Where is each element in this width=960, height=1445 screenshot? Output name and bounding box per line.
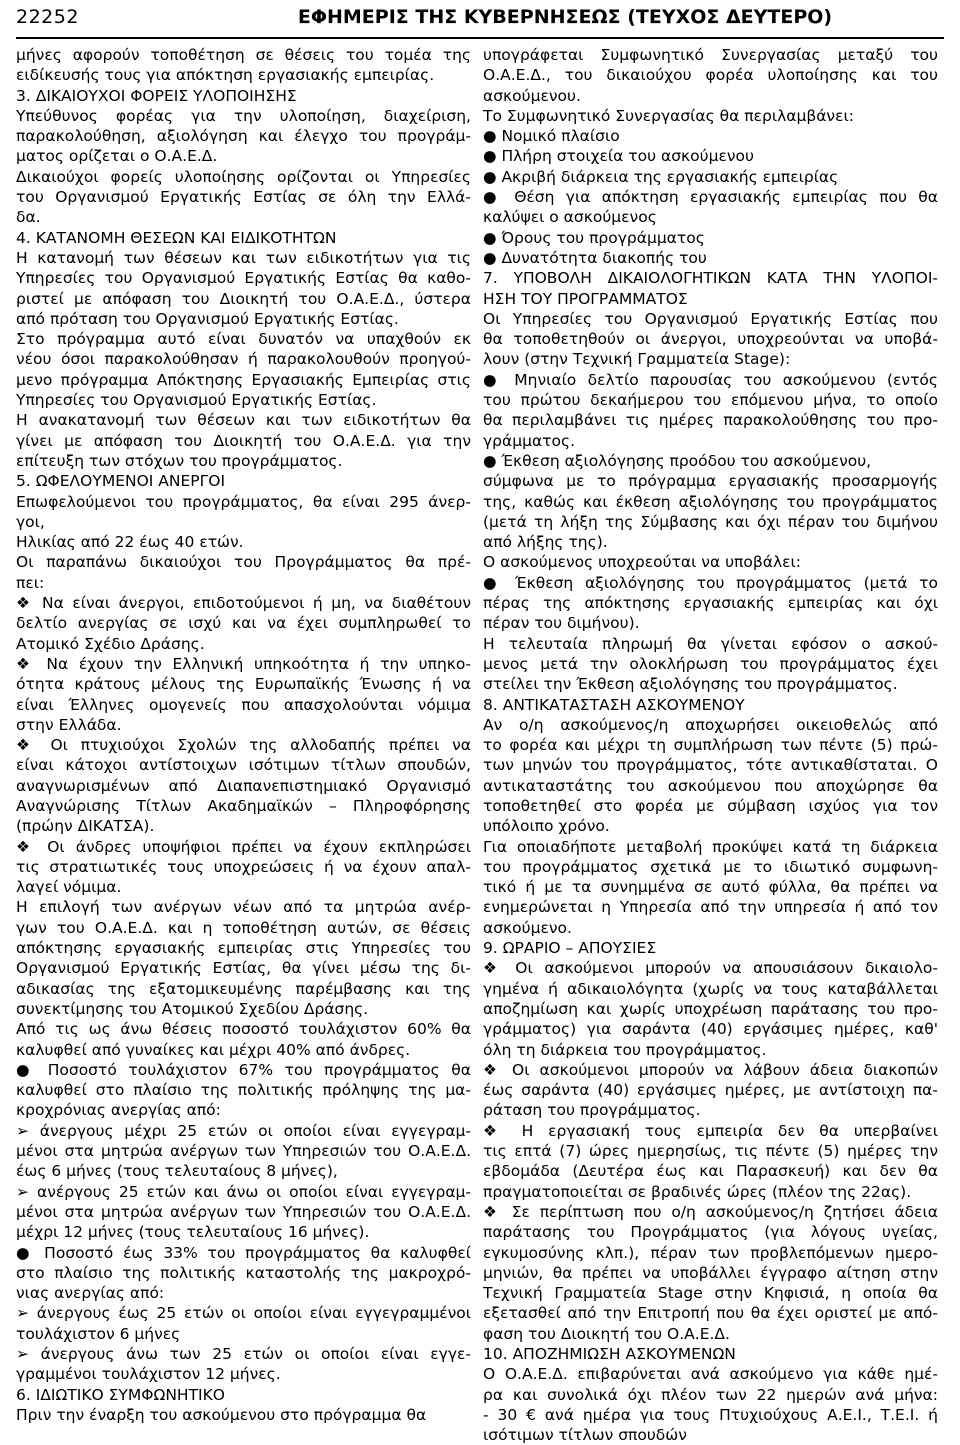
text-line: αποζημίωση και χωρίς υποχρέωση παράτασης του προ-	[483, 999, 938, 1018]
text-line: ❖ Να είναι άνεργοι, επιδοτούμενοι ή μη, να διαθέτουν	[16, 594, 471, 613]
text-line: γράμματος) για σαράντα (40) εργάσιμες ημέρες, καθ'	[483, 1020, 938, 1039]
text-line: πέραν του διμήνου).	[483, 614, 640, 633]
text-line: μένοι στα μητρώα ανέργων των Υπηρεσιών του Ο.Α.Ε.Δ.	[16, 1202, 471, 1221]
text-line: τικό ή με τα συνημμένα σε αυτό φύλλα, θα πρέπει να	[483, 878, 938, 897]
text-line: αδικασίας της εξατομικευμένης παρέμβασης και της	[16, 979, 471, 998]
text-line: Ο Ο.Α.Ε.Δ. επιβαρύνεται ανά ασκούμενο για κάθε ημέ-	[483, 1365, 938, 1384]
text-line: ισότιμων τίτλων σπουδών	[483, 1426, 687, 1445]
text-line: Ο ασκούμενος υποχρεούται να υποβάλει:	[483, 553, 801, 572]
text-line: εβδομάδα (Δευτέρα έως και Παρασκευή) και δεν θα	[483, 1162, 938, 1181]
text-line: 6. ΙΔΙΩΤΙΚΟ ΣΥΜΦΩΝΗΤΙΚΟ	[16, 1385, 225, 1404]
text-line: ➢ άνεργους μέχρι 25 ετών οι οποίοι είναι εγγεγραμ-	[16, 1121, 471, 1140]
text-line: συνεκτίμησης του Ατομικού Σχεδίου Δράσης.	[16, 999, 369, 1018]
page-number: 22252	[16, 6, 79, 28]
text-line: τις στρατιωτικές τους υποχρεώσεις ή να έχουν απαλ-	[16, 857, 471, 876]
gazette-title: ΕΦΗΜΕΡΙΣ ΤΗΣ ΚΥΒΕΡΝΗΣΕΩΣ (ΤΕΥΧΟΣ ΔΕΥΤΕΡΟ)	[297, 6, 833, 28]
page-header	[16, 0, 944, 38]
text-line: της, καθώς και έκθεση αξιολόγησης του προγράμματος	[483, 492, 938, 511]
text-line: ● Θέση για απόκτηση εργασιακής εμπειρίας που θα	[483, 188, 938, 207]
text-line: μένοι στα μητρώα ανέργων των Υπηρεσιών του Ο.Α.Ε.Δ.	[16, 1142, 471, 1161]
text-line: υπόλοιπο χρόνο.	[483, 817, 610, 836]
text-line: θα τοποθετηθούν οι άνεργοι, υποχρεούνται να υποβά-	[483, 330, 938, 349]
text-line: Αν ο/η ασκούμενος/η αποχωρήσει οικειοθελώς από	[483, 715, 938, 734]
text-line: ❖ Οι άνδρες υποψήφιοι πρέπει να έχουν εκπληρώσει	[16, 837, 471, 856]
text-line: Η τελευταία πληρωμή θα γίνεται εφόσον ο ασκού-	[483, 634, 938, 653]
text-line: αναγνωρισμένων από Διαπανεπιστημιακό Οργανισμό	[16, 776, 471, 795]
text-line: μενος μετά την ολοκλήρωση του προγράμματος έχει	[483, 654, 938, 673]
text-line: παράτασης του Προγράμματος (για λόγους υγείας,	[483, 1223, 938, 1242]
text-line: ριστεί με απόφαση του Διοικητή του Ο.Α.Ε.Δ., ύστερα	[16, 289, 471, 308]
left-column	[16, 45, 471, 1425]
text-line: (μετά τη λήξη της Σύμβασης και όχι πέραν του διμήνου	[483, 512, 938, 531]
text-line: καλυφθεί από γυναίκες και μέχρι 40% από άνδρες.	[16, 1040, 411, 1059]
text-line: ● Δυνατότητα διακοπής του	[483, 248, 707, 267]
text-line: ➢ άνεργους έως 25 ετών οι οποίοι είναι εγγεγραμμένοι	[16, 1304, 471, 1323]
text-line: γοι,	[16, 512, 45, 531]
text-line: ● Ποσοστό έως 33% του προγράμματος θα καλυφθεί	[16, 1243, 471, 1262]
text-line: ● Νομικό πλαίσιο	[483, 127, 620, 146]
text-line: θα περιλαμβάνει τις ημέρες παρακολούθησης του προ-	[483, 411, 938, 430]
text-line: - 30 € ανά ημέρα για τους Πτυχιούχους Α.Ε.Ι., Τ.Ε.Ι. ή	[483, 1405, 938, 1424]
text-line: λουν (στην Τεχνική Γραμματεία Stage):	[483, 350, 791, 369]
text-line: (πρώην ΔΙΚΑΤΣΑ).	[16, 817, 155, 836]
right-column	[483, 45, 938, 1445]
text-line: ● Ακριβή διάρκεια της εργασιακής εμπειρίας	[483, 167, 839, 186]
text-line: ασκούμενου.	[483, 86, 581, 105]
text-line: ● Μηνιαίο δελτίο παρουσίας του ασκούμενου (εντός	[483, 370, 938, 389]
text-line: Οργανισμού Εργατικής Εστίας, θα γίνει μέσω της δι-	[16, 959, 471, 978]
text-line: κροχρόνιας ανεργίας από:	[16, 1101, 221, 1120]
text-line: ➢ άνεργους άνω των 25 ετών οι οποίοι είναι εγγε-	[16, 1345, 471, 1363]
text-line: από πρόταση του Οργανισμού Εργατικής Εστίας.	[16, 309, 399, 328]
text-line: Οι παραπάνω δικαιούχοι του Προγράμματος θα πρέ-	[16, 553, 471, 572]
text-line: Οι Υπηρεσίες του Οργανισμού Εργατικής Εστίας που	[483, 309, 938, 328]
text-line: γημένα ή αδικαιολόγητα (χωρίς να τους καταβάλλεται	[483, 979, 938, 998]
text-line: απόκτησης εργασιακής εμπειρίας στις Υπηρεσίες του	[16, 939, 471, 958]
text-line: εξετασθεί από την Επιτροπή που θα έχει οριστεί με από-	[483, 1304, 938, 1323]
text-line: ● Έκθεση αξιολόγησης προόδου του ασκούμενου,	[483, 451, 872, 470]
text-line: στην Ελλάδα.	[16, 715, 122, 734]
text-line: δελτίο ανεργίας σε ισχύ και να έχει συμπληρωθεί το	[16, 614, 471, 633]
text-line: παρακολούθηση, αξιολόγηση και έλεγχο του προγράμ-	[16, 127, 471, 146]
text-line: Αναγνώρισης Τίτλων Ακαδημαϊκών – Πληροφόρησης	[16, 796, 471, 815]
text-line: φαση του Διοικητή του Ο.Α.Ε.Δ.	[483, 1324, 730, 1343]
text-line: όλη τη διάρκεια του προγράμματος.	[483, 1040, 767, 1059]
text-line: Ατομικό Σχέδιο Δράσης.	[16, 634, 205, 653]
text-line: Το Συμφωνητικό Συνεργασίας θα περιλαμβάνει:	[483, 106, 854, 125]
text-line: έως 6 μήνες (τους τελευταίους 8 μήνες),	[16, 1162, 338, 1181]
text-line: υπογράφεται Συμφωνητικό Συνεργασίας μεταξύ του	[483, 46, 938, 64]
text-line: 4. ΚΑΤΑΝΟΜΗ ΘΕΣΕΩΝ ΚΑΙ ΕΙΔΙΚΟΤΗΤΩΝ	[16, 228, 337, 247]
text-line: πει:	[16, 573, 45, 592]
text-line: Υπεύθυνος φορέας για την υλοποίηση, διαχείριση,	[16, 106, 471, 125]
text-line: νέου όσοι παρακολούθησαν ή παρακολουθούν προηγού-	[16, 350, 471, 369]
text-line: Η επιλογή των ανέργων νέων από τα μητρώα ανέρ-	[16, 898, 471, 917]
text-line: Στο πρόγραμμα αυτό είναι δυνατόν να υπαχθούν εκ	[16, 330, 471, 349]
header-rule	[16, 37, 944, 39]
text-line: από λήξης της).	[483, 533, 608, 552]
text-line: γραμμένοι τουλάχιστον 12 μήνες.	[16, 1365, 281, 1384]
text-line: ❖ Να έχουν την Ελληνική υπηκοότητα ή την υπηκο-	[16, 654, 471, 673]
text-line: αντικαταστάτης του ασκούμενου που αποχώρησε θα	[483, 776, 938, 795]
text-line: είναι κάτοχοι αντίστοιχων ισότιμων τίτλων σπουδών,	[16, 756, 471, 775]
text-line: μέχρι 12 μήνες (τους τελευταίους 16 μήνες).	[16, 1223, 370, 1242]
text-line: ➢ ανέργους 25 ετών και άνω οι οποίοι είναι εγγεγραμ-	[16, 1182, 471, 1201]
text-line: ❖ Οι ασκούμενοι μπορούν να λάβουν άδεια διακοπών	[483, 1060, 938, 1079]
text-line: τις επτά (7) ώρες ημερησίως, τις πέντε (5) ημέρες την	[483, 1142, 938, 1161]
text-line: τοποθετηθεί στο φορέα με σύμβαση ισχύος για τον	[483, 796, 938, 815]
text-line: 5. ΩΦΕΛΟΥΜΕΝΟΙ ΑΝΕΡΓΟΙ	[16, 472, 226, 491]
text-line: ΗΣΗ ΤΟΥ ΠΡΟΓΡΑΜΜΑΤΟΣ	[483, 289, 688, 308]
text-line: Τεχνική Γραμματεία Stage στην Κηφισιά, η οποία θα	[483, 1284, 938, 1303]
text-line: νιας ανεργίας από:	[16, 1284, 165, 1303]
text-line: καλυφθεί στο πλαίσιο της πολιτικής πρόληψης της μα-	[16, 1081, 471, 1100]
text-line: καλύψει ο ασκούμενος	[483, 208, 657, 227]
text-line: γων του Ο.Α.Ε.Δ. και η τοποθέτηση αυτών, σε θέσεις	[16, 918, 471, 937]
text-line: 10. ΑΠΟΖΗΜΙΩΣΗ ΑΣΚΟΥΜΕΝΩΝ	[483, 1345, 736, 1363]
text-line: πέρας της απόκτησης εργασιακής εμπειρίας και όχι	[483, 594, 938, 613]
text-line: Δικαιούχοι φορείς υλοποίησης ορίζονται οι Υπηρεσίες	[16, 167, 471, 186]
text-line: είναι Έλληνες ομογενείς που απασχολούνται νόμιμα	[16, 695, 471, 714]
text-line: Επωφελούμενοι του προγράμματος, θα είναι 295 άνερ-	[16, 492, 471, 511]
text-line: ματος ορίζεται ο Ο.Α.Ε.Δ.	[16, 147, 218, 166]
text-line: ● Έκθεση αξιολόγησης του προγράμματος (μετά το	[483, 573, 938, 592]
text-line: Υπηρεσίες του Οργανισμού Εργατικής Εστίας.	[16, 391, 377, 410]
text-line: σύμφωνα με το πρόγραμμα εργασιακής προσαρμογής	[483, 472, 938, 491]
text-line: ενημερώνεται η Υπηρεσία από την υπηρεσία ή από τον	[483, 898, 938, 917]
text-line: Ηλικίας από 22 έως 40 ετών.	[16, 533, 244, 552]
text-line: Υπηρεσίες του Οργανισμού Εργατικής Εστίας θα καθο-	[16, 269, 471, 288]
text-line: ❖ Οι ασκούμενοι μπορούν να απουσιάσουν δικαιολο-	[483, 959, 938, 978]
text-line: του πρώτου δεκαήμερου του επόμενου μήνα, το οποίο	[483, 391, 938, 410]
text-line: Ο.Α.Ε.Δ., του δικαιούχου φορέα υλοποίησης και του	[483, 66, 938, 85]
text-line: γράμματος.	[483, 431, 576, 450]
text-line: τουλάχιστον 6 μήνες	[16, 1324, 181, 1343]
text-line: ασκούμενο.	[483, 918, 572, 937]
text-line: του Οργανισμού Εργατικής Εστίας σε όλη την Ελλά-	[16, 188, 471, 207]
text-line: Για οποιαδήποτε μεταβολή προκύψει κατά τη διάρκεια	[483, 837, 938, 856]
text-line: μήνες αφορούν τοποθέτηση σε θέσεις του τομέα της	[16, 46, 471, 64]
text-line: 7. ΥΠΟΒΟΛΗ ΔΙΚΑΙΟΛΟΓΗΤΙΚΩΝ ΚΑΤΑ ΤΗΝ ΥΛΟΠΟΙ-	[483, 269, 938, 288]
text-line: Πριν την έναρξη του ασκούμενου στο πρόγραμμα θα	[16, 1405, 427, 1424]
text-line: ❖ Σε περίπτωση που ο/η ασκούμενος/η ζητήσει άδεια	[483, 1202, 938, 1221]
text-line: ρα και συνολικά όχι πλέον των 22 ημερών ανά μήνα:	[483, 1385, 938, 1404]
text-line: δα.	[16, 208, 41, 227]
text-line: Από τις ως άνω θέσεις ποσοστό τουλάχιστον 60% θα	[16, 1020, 471, 1039]
text-line: 8. ΑΝΤΙΚΑΤΑΣΤΑΣΗ ΑΣΚΟΥΜΕΝΟΥ	[483, 695, 745, 714]
text-line: των μηνών του προγράμματος, τότε αντικαθίσταται. Ο	[483, 756, 938, 775]
text-line: ειδίκευσής τους για απόκτηση εργασιακής εμπειρίας.	[16, 66, 435, 85]
text-line: ότητα κράτους μέλους της Ευρωπαϊκής Ένωσης ή να	[16, 675, 471, 694]
text-line: έως σαράντα (40) εργάσιμες ημέρες, με αντίστοιχη πα-	[483, 1081, 938, 1100]
text-line: του προγράμματος σχετικά με το ιδιωτικό συμφωνη-	[483, 857, 938, 876]
text-line: ❖ Οι πτυχιούχοι Σχολών της αλλοδαπής πρέπει να	[16, 736, 471, 755]
text-line: 9. ΩΡΑΡΙΟ – ΑΠΟΥΣΙΕΣ	[483, 939, 657, 958]
text-line: Η κατανομή των θέσεων και των ειδικοτήτων για τις	[16, 248, 471, 267]
text-line: εγκυμοσύνης κλπ.), πέραν των προβλεπόμενων ημερο-	[483, 1243, 938, 1262]
text-line: μενο πρόγραμμα Απόκτησης Εργασιακής Εμπειρίας στις	[16, 370, 471, 389]
text-line: πραγματοποιείται σε βραδινές ώρες (πλέον της 22ας).	[483, 1182, 912, 1201]
text-line: ❖ Η εργασιακή τους εμπειρία δεν θα υπερβαίνει	[483, 1121, 938, 1140]
text-line: στο πλαίσιο της πολιτικής καταστολής της μακροχρό-	[16, 1263, 471, 1282]
text-line: ● Πλήρη στοιχεία του ασκούμενου	[483, 147, 754, 166]
text-line: ● Όρους του προγράμματος	[483, 228, 705, 247]
text-line: λαγεί νόμιμα.	[16, 878, 122, 897]
text-line: ● Ποσοστό τουλάχιστον 67% του προγράμματος θα	[16, 1060, 471, 1079]
text-line: το φορέα και μέχρι τη συμπλήρωση των πέντε (5) πρώ-	[483, 736, 938, 755]
text-line: μηνιών, θα πρέπει να υποβάλλει έγγραφο αίτηση στην	[483, 1263, 938, 1282]
text-line: γίνει με απόφαση του Διοικητή του Ο.Α.Ε.Δ. για την	[16, 431, 471, 450]
text-line: Η ανακατανομή των θέσεων και των ειδικοτήτων θα	[16, 411, 471, 430]
text-line: ράταση του προγράμματος.	[483, 1101, 701, 1120]
text-line: 3. ΔΙΚΑΙΟΥΧΟΙ ΦΟΡΕΙΣ ΥΛΟΠΟΙΗΣΗΣ	[16, 86, 297, 105]
text-line: επίτευξη των στόχων του προγράμματος.	[16, 451, 343, 470]
text-line: στείλει την Έκθεση αξιολόγησης του προγράμματος.	[483, 675, 898, 694]
